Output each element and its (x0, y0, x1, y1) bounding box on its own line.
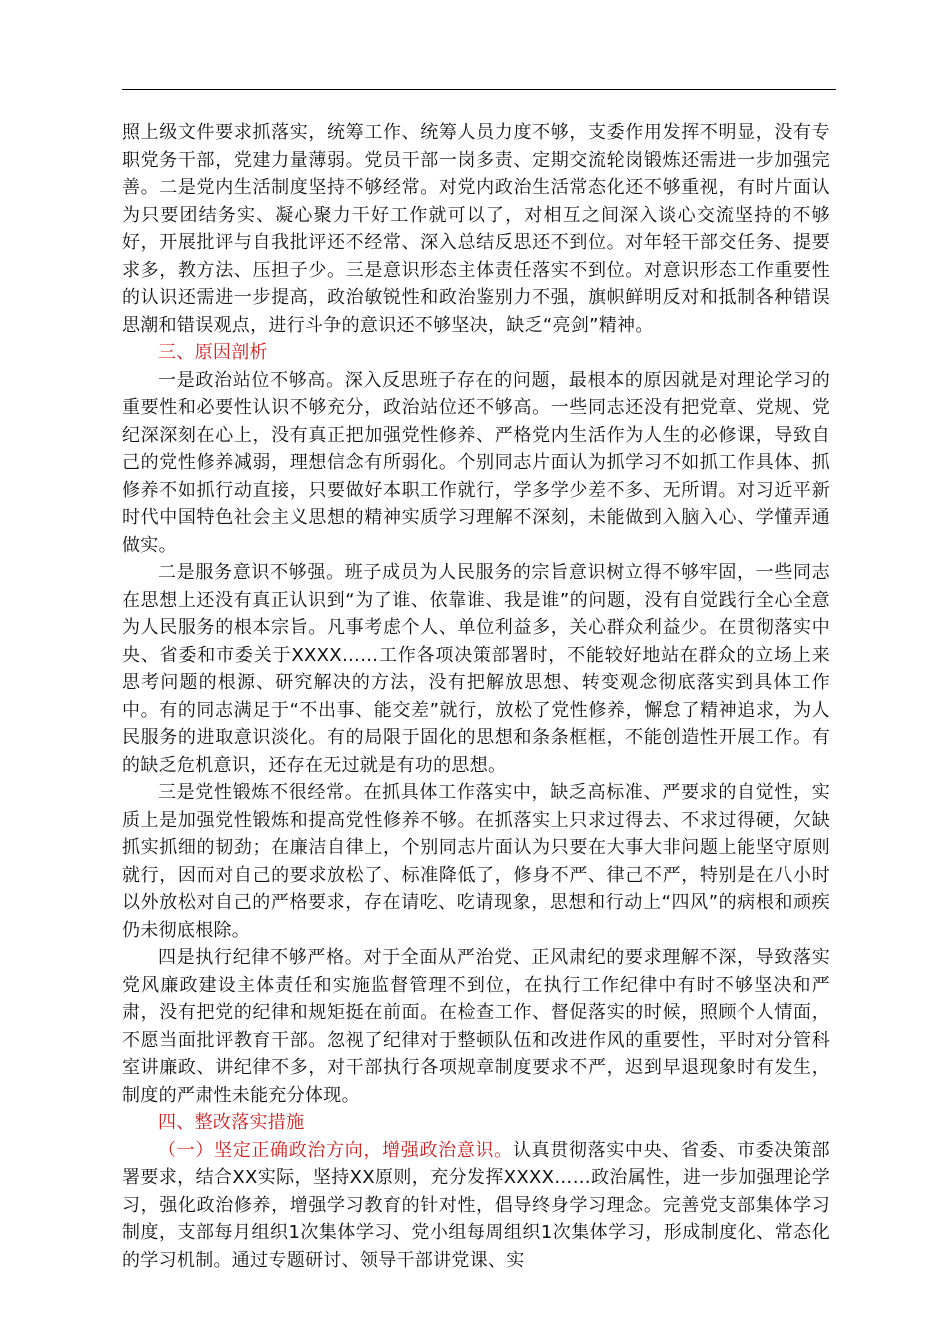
paragraph-measure-1 (122, 1137, 830, 1275)
paragraph-cause-4: 四是执行纪律不够严格。对于全面从严治党、正风肃纪的要求理解不深，导致落实党风廉政建设主体责任和实施监督管理不到位，在执行工作纪律中有时不够坚决和严肃，没有把党的纪律和规矩挺在前面。在检查工作、督促落实的时候，照顾个人情面，不愿当面批评教育干部。忽视了纪律对于整顿队伍和改进作风的重要性，平时对分管科室讲廉政、讲纪律不多，对干部执行各项规章制度要求不严，迟到早退现象时有发生，制度的严肃性未能充分体现。 (122, 947, 830, 1106)
document-body (122, 119, 830, 1274)
measure-1-body: 认真贯彻落实中央、省委、市委决策部署要求，结合XX实际，坚持XX原则，充分发挥XXXX……政治属性，进一步加强理论学习，强化政治修养，增强学习教育的针对性，倡导终身学习理念。完善党支部集体学习制度，支部每月组织1次集体学习、党小组每周组织1次集体学习，形成制度化、常态化的学习机制。通过专题研讨、领导干部讲党课、实 (122, 1139, 830, 1271)
paragraph-cause-3: 三是党性锻炼不很经常。在抓具体工作落实中，缺乏高标准、严要求的自觉性，实质上是加强党性锻炼和提高党性修养不够。在抓落实上只求过得去、不求过得硬，欠缺抓实抓细的韧劲；在廉洁自律上，个别同志片面认为只要在大事大非问题上能坚守原则就行，因而对自己的要求放松了、标准降低了，修身不严、律己不严，特别是在八小时以外放松对自己的严格要求，存在请吃、吃请现象，思想和行动上“四风”的病根和顽疾仍未彻底根除。 (122, 782, 830, 941)
measure-1-lead: （一）坚定正确政治方向，增强政治意识。 (158, 1139, 513, 1161)
header-rule (122, 89, 836, 90)
paragraph-intro: 照上级文件要求抓落实，统筹工作、统筹人员力度不够，支委作用发挥不明显，没有专职党务干部，党建力量薄弱。党员干部一岗多责、定期交流轮岗锻炼还需进一步加强完善。二是党内生活制度坚持不够经常。对党内政治生活常态化还不够重视，有时片面认为只要团结务实、凝心聚力干好工作就可以了，对相互之间深入谈心交流坚持的不够好，开展批评与自我批评还不经常、深入总结反思还不到位。对年轻干部交任务、提要求多，教方法、压担子少。三是意识形态主体责任落实不到位。对意识形态工作重要性的认识还需进一步提高，政治敏锐性和政治鉴别力不强，旗帜鲜明反对和抵制各种错误思潮和错误观点，进行斗争的意识还不够坚决，缺乏“亮剑”精神。 (122, 122, 830, 336)
section-heading-cause-analysis: 三、原因剖析 (158, 342, 268, 363)
paragraph-cause-2: 二是服务意识不够强。班子成员为人民服务的宗旨意识树立得不够牢固，一些同志在思想上还没有真正认识到“为了谁、依靠谁、我是谁”的问题，没有自觉践行全心全意为人民服务的根本宗旨。凡事考虑个人、单位利益多，关心群众利益少。在贯彻落实中央、省委和市委关于XXXX……工作各项决策部署时，不能较好地站在群众的立场上来思考问题的根源、研究解决的方法，没有把解放思想、转变观念彻底落实到具体工作中。有的同志满足于“不出事、能交差”就行，放松了党性修养，懈怠了精神追求，为人民服务的进取意识淡化。有的局限于固化的思想和条条框框，不能创造性开展工作。有的缺乏危机意识，还存在无过就是有功的思想。 (122, 562, 830, 776)
paragraph-cause-1: 一是政治站位不够高。深入反思班子存在的问题，最根本的原因就是对理论学习的重要性和必要性认识不够充分，政治站位还不够高。一些同志还没有把党章、党规、党纪深深刻在心上，没有真正把加强党性修养、严格党内生活作为人生的必修课，导致自己的党性修养减弱，理想信念有所弱化。个别同志片面认为抓学习不如抓工作具体、抓修养不如抓行动直接，只要做好本职工作就行，学多学少差不多、无所谓。对习近平新时代中国特色社会主义思想的精神实质学习理解不深刻，未能做到入脑入心、学懂弄通做实。 (122, 369, 830, 556)
section-heading-rectification: 四、整改落实措施 (158, 1112, 305, 1133)
